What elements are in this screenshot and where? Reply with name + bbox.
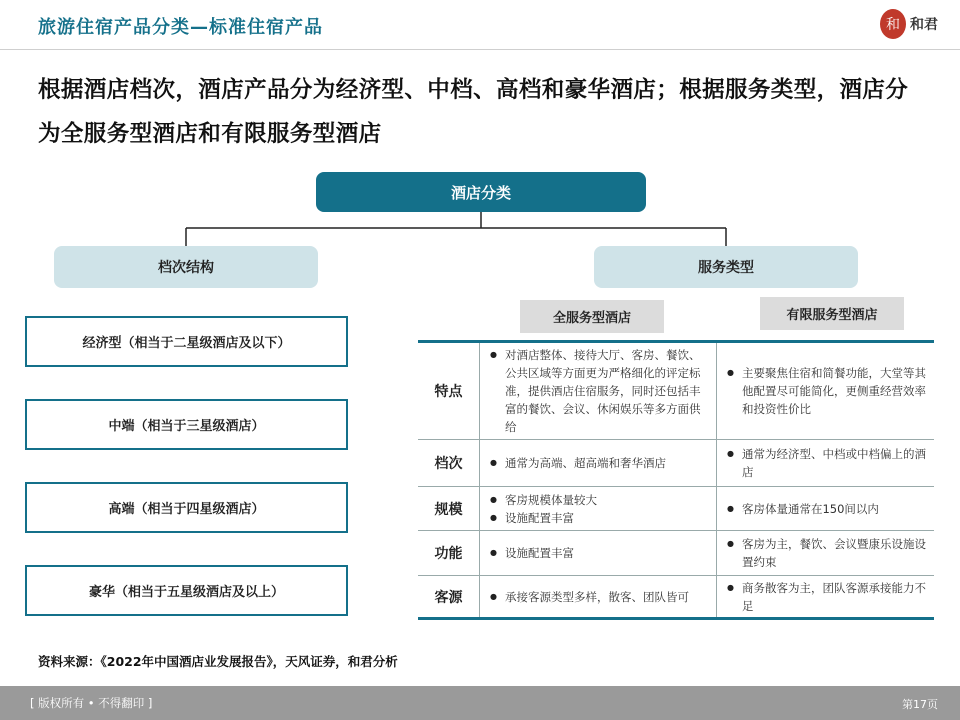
full-service-cell [480, 487, 717, 530]
bullet-item: ● 设施配置丰富 [490, 509, 708, 527]
full-service-cell [480, 343, 717, 439]
bullet-item: ● 通常为经济型、中档或中档偏上的酒店 [727, 445, 926, 481]
bullet-item: ● 设施配置丰富 [490, 544, 708, 562]
page-title: 旅游住宿产品分类—标准住宿产品 [38, 17, 323, 38]
row-label: 功能 [418, 531, 480, 575]
table-row-grade [418, 440, 934, 487]
headline: 根据酒店档次，酒店产品分为经济型、中档、高档和豪华酒店；根据服务类型，酒店分为全服务型酒店和有限服务型酒店 [38, 77, 909, 147]
table-row-scale [418, 487, 934, 531]
bullet-item: ● 主要聚焦住宿和简餐功能，大堂等其他配置尽可能简化，更侧重经营效率和投资性价比 [727, 364, 926, 418]
tier-upscale: 高端（相当于四星级酒店） [25, 482, 348, 533]
table-row-customers [418, 576, 934, 620]
branch-service-type: 服务类型 [594, 246, 858, 288]
full-service-cell [480, 531, 717, 575]
bullet-item: ● 商务散客为主，团队客源承接能力不足 [727, 579, 926, 615]
row-label: 客源 [418, 576, 480, 617]
row-label: 特点 [418, 343, 480, 439]
footer-bar [0, 686, 960, 720]
bullet-item: ● 通常为高端、超高端和奢华酒店 [490, 454, 708, 472]
bullet-item: ● 客房体量通常在150间以内 [727, 500, 926, 518]
column-header-limited-service: 有限服务型酒店 [760, 297, 904, 330]
logo-seal-icon: 和 [880, 9, 906, 39]
tier-luxury: 豪华（相当于五星级酒店及以上） [25, 565, 348, 616]
limited-service-cell [717, 487, 934, 530]
logo-text: 和君 [910, 17, 938, 33]
bullet-item: ● 对酒店整体、接待大厅、客房、餐饮、公共区域等方面更为严格细化的评定标准，提供酒店住宿服务，同时还包括丰富的餐饮、会议、休闲娱乐等多方面供给 [490, 346, 708, 436]
table-row-function [418, 531, 934, 576]
limited-service-cell [717, 440, 934, 486]
column-header-full-service: 全服务型酒店 [520, 300, 664, 333]
page-number: 第17页 [902, 698, 938, 711]
bullet-item: ● 客房规模体量较大 [490, 491, 708, 509]
full-service-cell [480, 576, 717, 617]
tier-economy: 经济型（相当于二星级酒店及以下） [25, 316, 348, 367]
limited-service-cell [717, 576, 934, 617]
bullet-item: ● 承接客源类型多样，散客、团队皆可 [490, 588, 708, 606]
row-label: 档次 [418, 440, 480, 486]
limited-service-cell [717, 531, 934, 575]
copyright-notice: [ 版权所有 • 不得翻印 ] [30, 696, 153, 710]
root-node-hotel-classification: 酒店分类 [316, 172, 646, 212]
bullet-item: ● 客房为主，餐饮、会议暨康乐设施设置约束 [727, 535, 926, 571]
full-service-cell [480, 440, 717, 486]
branch-grade-structure: 档次结构 [54, 246, 318, 288]
source-note: 资料来源：《2022年中国酒店业发展报告》，天风证券，和君分析 [38, 654, 398, 669]
comparison-table [418, 340, 934, 620]
limited-service-cell [717, 343, 934, 439]
row-label: 规模 [418, 487, 480, 530]
table-row-features [418, 343, 934, 440]
tier-midscale: 中端（相当于三星级酒店） [25, 399, 348, 450]
